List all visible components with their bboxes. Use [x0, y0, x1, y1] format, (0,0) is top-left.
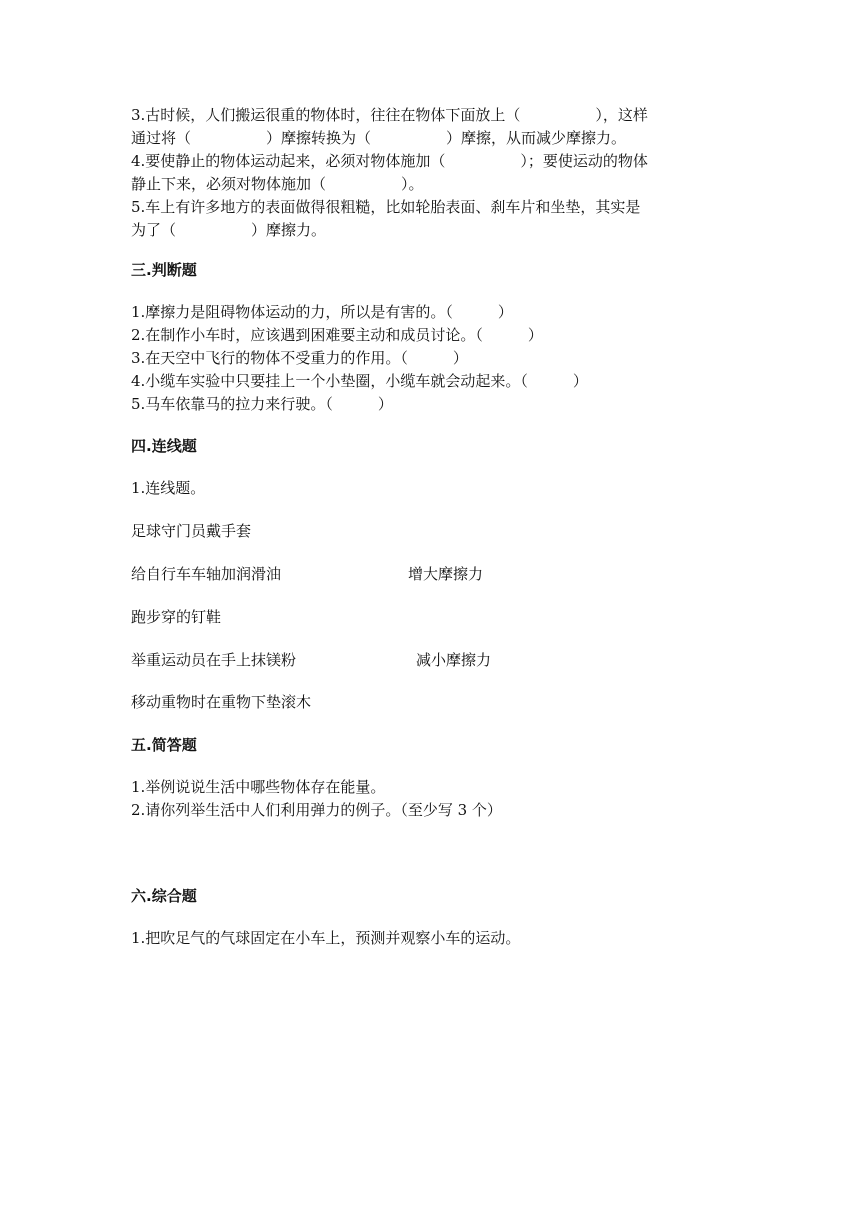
- fill-q3-line2: 通过将（ ）摩擦转换为（ ）摩擦，从而减少摩擦力。: [131, 129, 627, 147]
- fill-q4-line2: 静止下来，必须对物体施加（ ）。: [131, 175, 424, 193]
- fill-q3-line1: 3.古时候，人们搬运很重的物体时，往往在物体下面放上（ ），这样: [131, 106, 648, 124]
- fill-q5-line1: 5.车上有许多地方的表面做得很粗糙，比如轮胎表面、刹车片和坐垫，其实是: [131, 198, 641, 216]
- matching-right-item: 增大摩擦力: [408, 565, 484, 583]
- matching-left-item: 举重运动员在手上抹镁粉: [131, 651, 297, 669]
- section-heading-short-answer: 五.简答题: [131, 736, 197, 754]
- true-false-item: 2.在制作小车时，应该遇到困难要主动和成员讨论。（ ）: [131, 326, 543, 344]
- matching-left-item: 移动重物时在重物下垫滚木: [131, 693, 312, 711]
- matching-question: 1.连线题。: [131, 479, 206, 497]
- fill-q5-line2: 为了（ ）摩擦力。: [131, 221, 327, 239]
- matching-left-item: 给自行车车轴加润滑油: [131, 565, 282, 583]
- true-false-item: 3.在天空中飞行的物体不受重力的作用。（ ）: [131, 349, 468, 367]
- short-answer-item: 2.请你列举生活中人们利用弹力的例子。（至少写 3 个）: [131, 801, 502, 819]
- fill-q4-line1: 4.要使静止的物体运动起来，必须对物体施加（ ）；要使运动的物体: [131, 152, 648, 170]
- matching-left-item: 跑步穿的钉鞋: [131, 608, 222, 626]
- true-false-item: 1.摩擦力是阻碍物体运动的力，所以是有害的。（ ）: [131, 303, 513, 321]
- comprehensive-item: 1.把吹足气的气球固定在小车上，预测并观察小车的运动。: [131, 929, 521, 947]
- section-heading-matching: 四.连线题: [131, 437, 197, 455]
- true-false-item: 5.马车依靠马的拉力来行驶。（ ）: [131, 395, 393, 413]
- short-answer-item: 1.举例说说生活中哪些物体存在能量。: [131, 778, 386, 796]
- matching-left-item: 足球守门员戴手套: [131, 522, 252, 540]
- true-false-item: 4.小缆车实验中只要挂上一个小垫圈，小缆车就会动起来。（ ）: [131, 372, 588, 390]
- matching-right-item: 减小摩擦力: [416, 651, 492, 669]
- section-heading-comprehensive: 六.综合题: [131, 887, 197, 905]
- section-heading-true-false: 三.判断题: [131, 261, 197, 279]
